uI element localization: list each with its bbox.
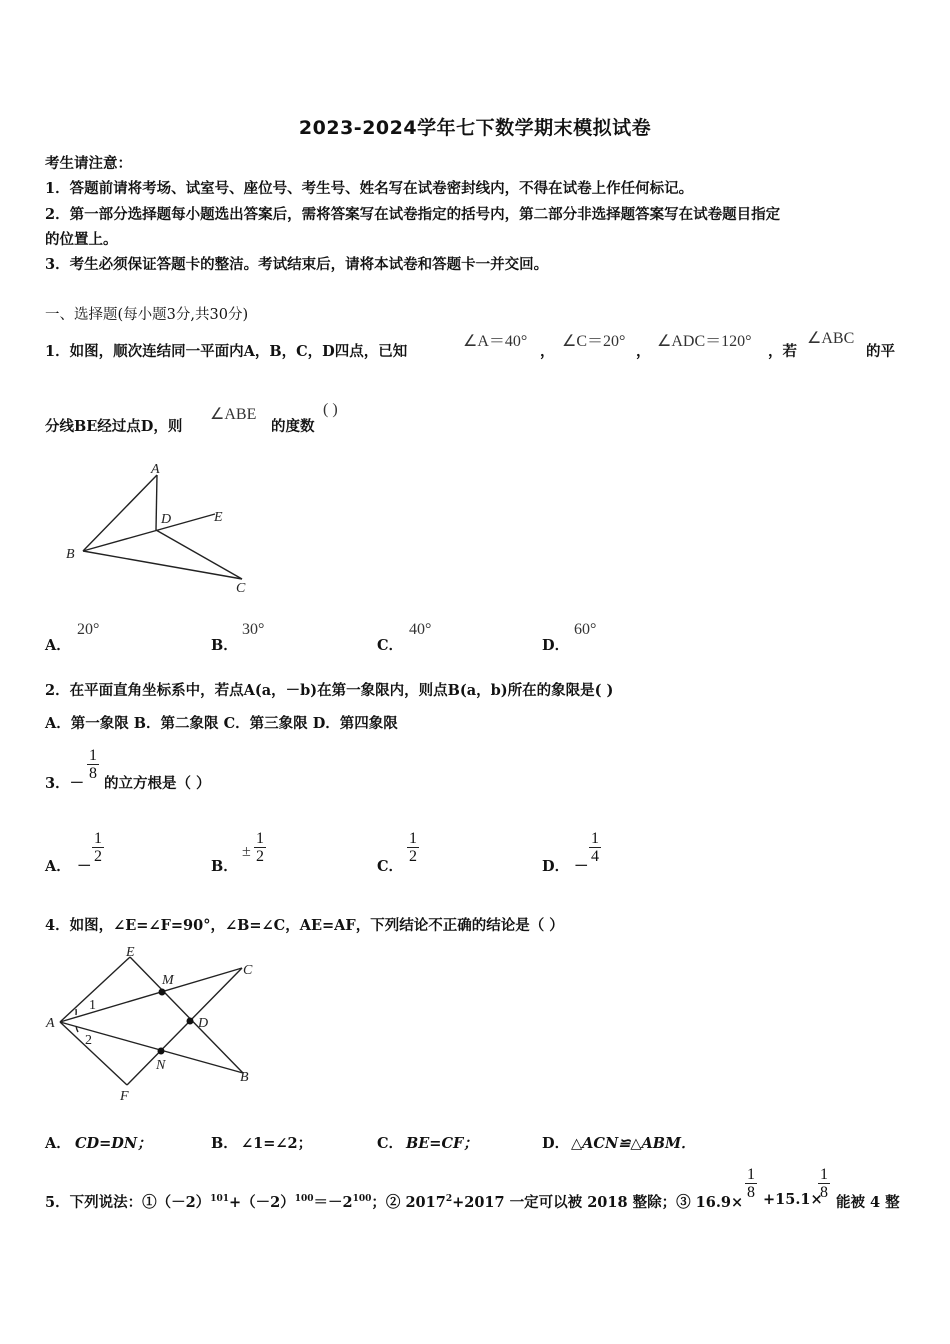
q3-option-b-sign: ± <box>242 843 251 860</box>
notice-line-2a: 2．第一部分选择题每小题选出答案后，需将答案写在试卷指定的括号内，第二部分非选择题答案写在试卷题目指定 <box>45 206 781 223</box>
q3-option-a-den: 2 <box>94 848 102 865</box>
q4-point-n <box>158 1048 165 1055</box>
q3-option-a-sign: － <box>77 858 92 875</box>
q5-fraction-2-num: 1 <box>820 1166 828 1183</box>
q4-label-e: E <box>126 945 135 960</box>
q5-fraction-2 <box>818 1166 830 1201</box>
q1-option-c-label: C． <box>377 637 404 654</box>
q3-fraction-num: 1 <box>89 747 97 764</box>
q4-option-a-value[interactable]: CD=DN； <box>75 1135 152 1152</box>
q5-fraction-1-den: 8 <box>747 1184 755 1201</box>
q1-figure <box>60 455 260 595</box>
q1-option-d-value[interactable]: 60° <box>574 621 597 638</box>
q1-answer-paren: ( ) <box>323 401 338 418</box>
q3-fraction <box>87 747 99 782</box>
page-title: 2023-2024学年七下数学期末模拟试卷 <box>298 117 652 139</box>
q3-option-c-num: 1 <box>409 830 417 847</box>
notice-line-1: 1．答题前请将考场、试室号、座位号、考生号、姓名写在试卷密封线内，不得在试卷上作任何标记。 <box>45 180 694 197</box>
q5-part4: ；② 2017 <box>371 1194 446 1211</box>
q4-label-b: B <box>240 1070 249 1085</box>
q1-angle-abe: ∠ABE <box>210 406 257 423</box>
q4-label-f: F <box>120 1089 129 1104</box>
q3-option-d-num: 1 <box>591 830 599 847</box>
q3-option-d-den: 4 <box>591 848 599 865</box>
q5-sup2: 100 <box>294 1194 314 1205</box>
q3-option-b-label: B． <box>211 858 238 875</box>
q4-figure <box>40 940 270 1105</box>
q2-text: 2．在平面直角坐标系中，若点A(a，－b)在第一象限内，则点B(a，b)所在的象限是( ) <box>45 682 614 699</box>
q3-option-b-num: 1 <box>256 830 264 847</box>
q1-angle-a: ∠A＝40° <box>463 333 528 350</box>
q1-option-b-value[interactable]: 30° <box>242 621 265 638</box>
q3-option-d-label: D． <box>542 858 570 875</box>
q5-fraction-1 <box>745 1166 757 1201</box>
q1-angle-abc: ∠ABC <box>807 330 855 347</box>
q5-part6: +15.1× <box>763 1191 823 1208</box>
q4-point-d <box>187 1018 194 1025</box>
q4-label-n: N <box>156 1058 166 1073</box>
q1-comma-1: ， <box>540 343 555 360</box>
q5-part1: 5．下列说法：①（－2） <box>45 1194 211 1211</box>
q1-suffix: 的平 <box>866 343 895 360</box>
notice-heading: 考生请注意： <box>45 155 132 172</box>
q1-label-b: B <box>66 547 75 562</box>
q1-angle-c: ∠C＝20° <box>562 333 626 350</box>
q5-part5: +2017 一定可以被 2018 整除；③ 16.9× <box>452 1194 744 1211</box>
q4-label-2: 2 <box>85 1033 92 1048</box>
q2-options: A．第一象限 B．第二象限 C．第三象限 D．第四象限 <box>45 715 398 732</box>
q5-part2: +（－2） <box>228 1194 295 1211</box>
q3-option-a-num: 1 <box>94 830 102 847</box>
q5-fraction-1-num: 1 <box>747 1166 755 1183</box>
q4-label-c: C <box>243 963 253 978</box>
q4-label-d: D <box>198 1016 209 1031</box>
q4-line-eb <box>130 957 243 1073</box>
q3-option-c-den: 2 <box>409 848 417 865</box>
q5-part7: 能被 4 整 <box>836 1194 900 1211</box>
q5-sup3: 100 <box>352 1194 372 1205</box>
q4-label-a: A <box>46 1016 55 1031</box>
q1-label-e: E <box>214 510 223 525</box>
q1-comma-2: ， <box>636 343 651 360</box>
q3-option-d-sign: － <box>574 858 589 875</box>
q4-label-m: M <box>162 973 174 988</box>
q3-option-a-label: A． <box>45 858 71 875</box>
q1-option-b-label: B． <box>211 637 238 654</box>
q4-option-d-value[interactable]: △ACN≌△ABM． <box>571 1135 696 1152</box>
q1-line-ad <box>156 475 157 530</box>
q3-option-b-fraction[interactable] <box>254 830 266 865</box>
q1-label-c: C <box>236 581 246 595</box>
q4-option-c-label: C． <box>377 1135 404 1152</box>
q5-part3: ＝－2 <box>313 1194 353 1211</box>
q1-line2-prefix: 分线BE经过点D，则 <box>45 418 183 435</box>
q5-sup1: 101 <box>210 1194 229 1205</box>
q1-prefix: 1．如图，顺次连结同一平面内A，B，C，D四点，已知 <box>45 343 408 360</box>
q1-option-a-value[interactable]: 20° <box>77 621 100 638</box>
q4-point-m <box>159 989 166 996</box>
q3-suffix: 的立方根是（ ） <box>104 775 211 792</box>
q1-label-d: D <box>161 512 172 527</box>
q1-option-d-label: D． <box>542 637 570 654</box>
q4-option-b-label: B． <box>211 1135 238 1152</box>
q1-ruo: ，若 <box>768 343 797 360</box>
q5-sup4: 2 <box>445 1194 453 1205</box>
section-heading: 一、选择题(每小题3分,共30分) <box>45 307 249 323</box>
q1-option-c-value[interactable]: 40° <box>409 621 432 638</box>
q4-text: 4．如图，∠E=∠F=90°，∠B=∠C，AE=AF，下列结论不正确的结论是（ ） <box>45 917 564 934</box>
q1-label-a: A <box>151 462 160 477</box>
notice-line-3: 3．考生必须保证答题卡的整洁。考试结束后，请将本试卷和答题卡一并交回。 <box>45 256 549 273</box>
q3-option-d-fraction[interactable] <box>589 830 601 865</box>
q4-option-b-value[interactable]: ∠1=∠2； <box>241 1135 313 1152</box>
q1-line-be <box>83 514 215 551</box>
q1-line2-suffix: 的度数 <box>271 418 315 435</box>
q1-angle-adc: ∠ADC＝120° <box>657 333 752 350</box>
q3-prefix: 3．－ <box>45 775 85 792</box>
q3-option-c-fraction[interactable] <box>407 830 419 865</box>
q1-line-ab <box>83 475 157 551</box>
q5-line <box>45 1191 743 1212</box>
q4-label-1: 1 <box>89 998 96 1013</box>
q3-option-c-label: C． <box>377 858 404 875</box>
q4-option-a-label: A． <box>45 1135 71 1152</box>
q1-option-a-label: A． <box>45 637 71 654</box>
notice-line-2b: 的位置上。 <box>45 231 118 248</box>
q3-fraction-den: 8 <box>89 765 97 782</box>
q4-option-d-label: D． <box>542 1135 570 1152</box>
q5-fraction-2-den: 8 <box>820 1184 828 1201</box>
q4-option-c-value[interactable]: BE=CF； <box>406 1135 478 1152</box>
q3-option-a-fraction[interactable] <box>92 830 104 865</box>
q3-option-b-den: 2 <box>256 848 264 865</box>
